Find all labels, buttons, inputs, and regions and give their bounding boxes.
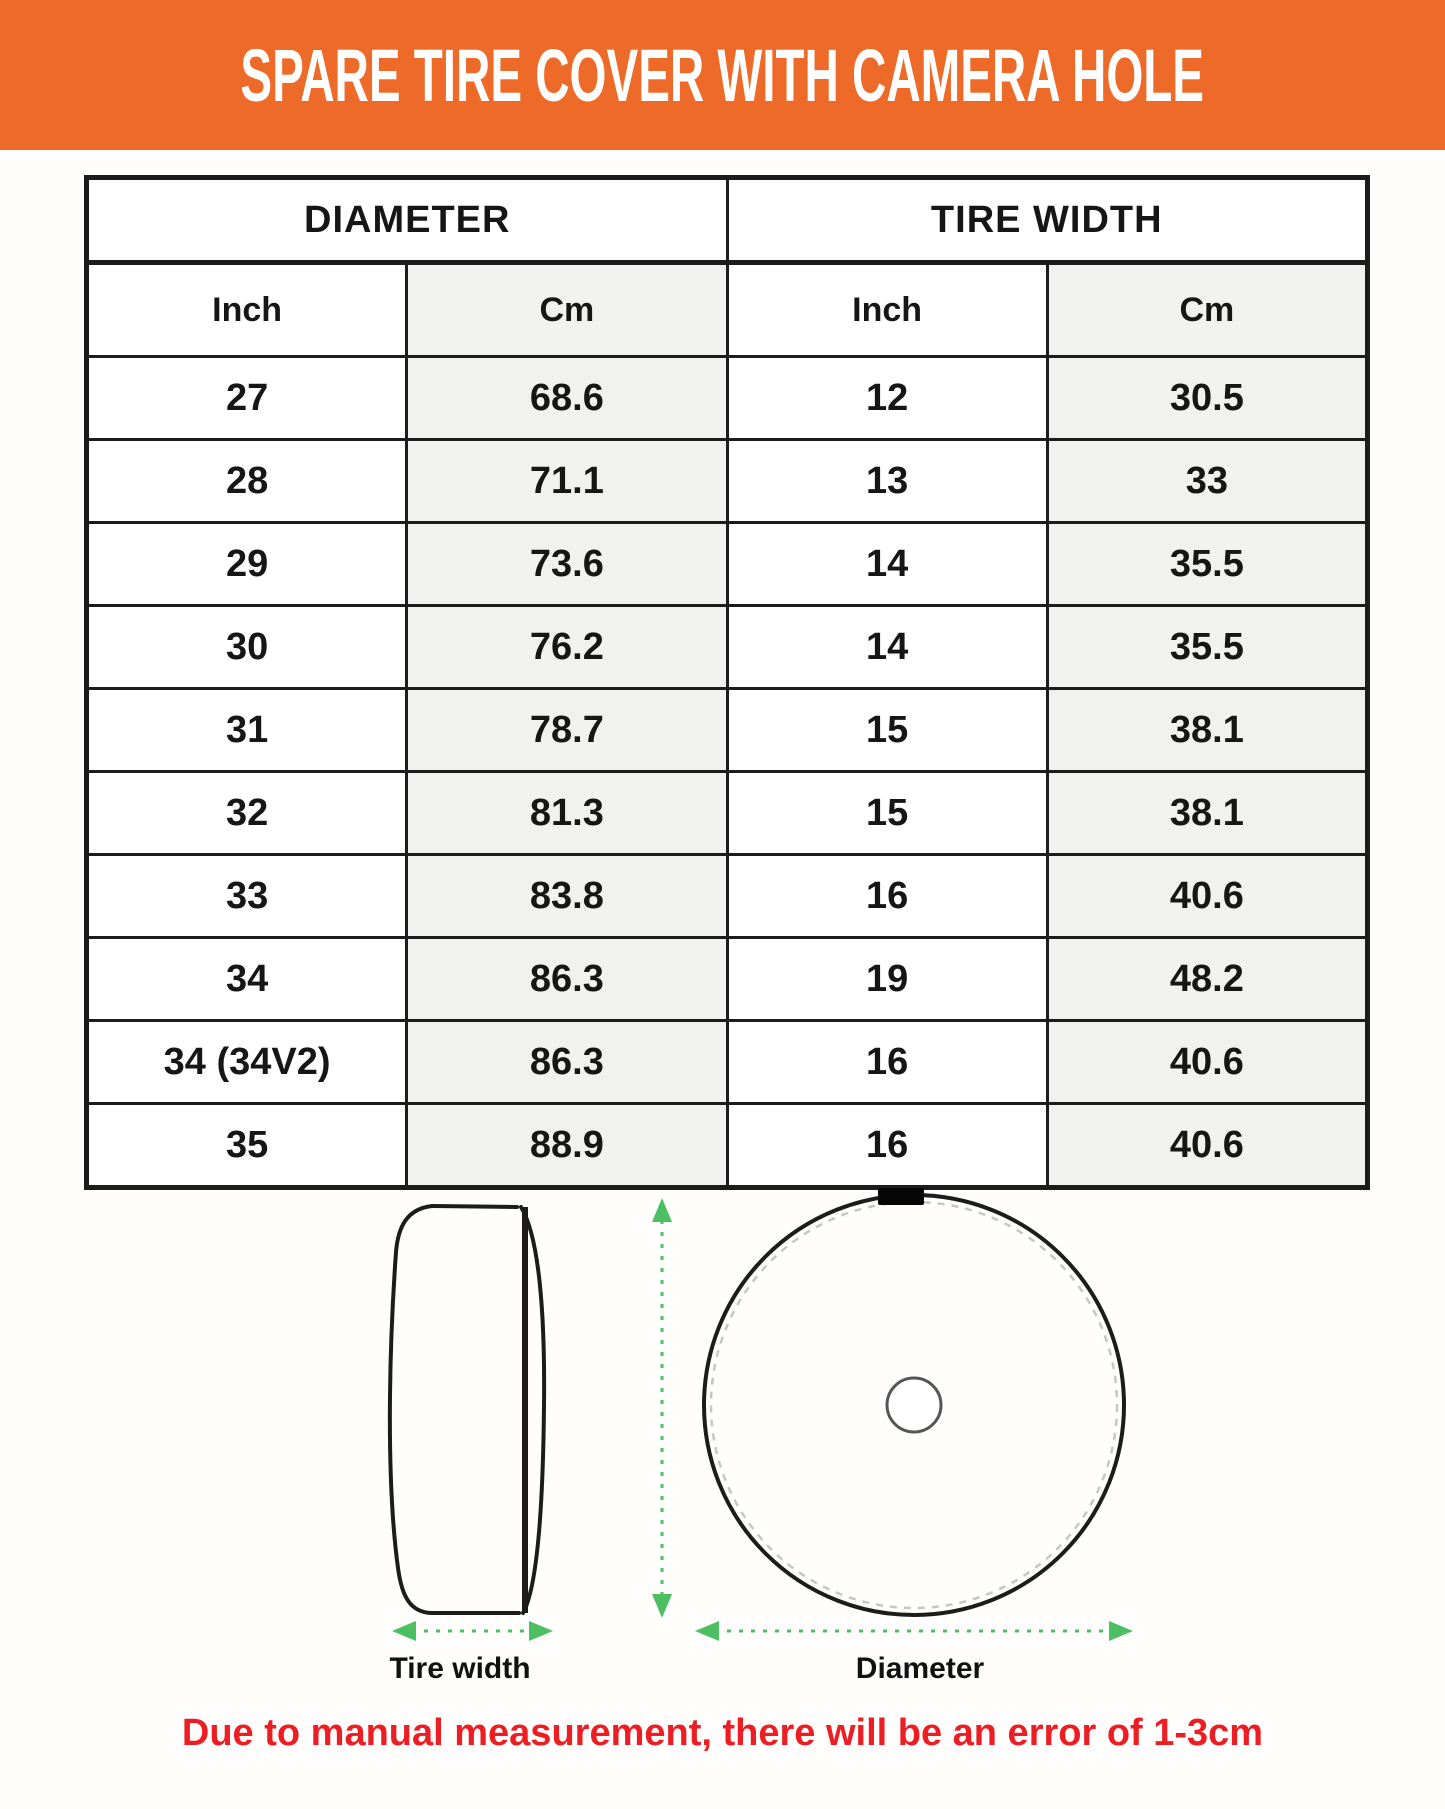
table-group-header-row bbox=[87, 178, 1368, 263]
group-header-diameter: DIAMETER bbox=[87, 178, 728, 263]
tire-width-arrow bbox=[392, 1621, 553, 1641]
column-header-width-cm: Cm bbox=[1047, 263, 1367, 357]
table-cell: 15 bbox=[727, 689, 1047, 772]
tire-diagram-svg bbox=[0, 1180, 1445, 1700]
table-cell: 40.6 bbox=[1047, 1021, 1367, 1104]
table-cell: 27 bbox=[87, 357, 407, 440]
table-cell: 86.3 bbox=[407, 938, 727, 1021]
measurement-note: Due to manual measurement, there will be an error of 1-3cm bbox=[181, 1712, 1264, 1754]
table-row bbox=[87, 523, 1368, 606]
table-cell: 40.6 bbox=[1047, 1104, 1367, 1188]
table-cell: 78.7 bbox=[407, 689, 727, 772]
table-cell: 13 bbox=[727, 440, 1047, 523]
table-cell: 14 bbox=[727, 523, 1047, 606]
column-header-diameter-cm: Cm bbox=[407, 263, 727, 357]
diameter-label: Diameter bbox=[855, 1652, 985, 1685]
table-row bbox=[87, 1104, 1368, 1188]
table-cell: 38.1 bbox=[1047, 772, 1367, 855]
table-row bbox=[87, 440, 1368, 523]
banner bbox=[0, 0, 1445, 150]
table-cell: 29 bbox=[87, 523, 407, 606]
table-body bbox=[87, 357, 1368, 1188]
notch-mark bbox=[878, 1188, 924, 1205]
table-cell: 33 bbox=[87, 855, 407, 938]
table-cell: 35.5 bbox=[1047, 523, 1367, 606]
table-cell: 15 bbox=[727, 772, 1047, 855]
table-cell: 34 (34V2) bbox=[87, 1021, 407, 1104]
table-cell: 16 bbox=[727, 1104, 1047, 1188]
table-cell: 73.6 bbox=[407, 523, 727, 606]
table-column-header-row bbox=[87, 263, 1368, 357]
table-cell: 34 bbox=[87, 938, 407, 1021]
tire-width-label: Tire width bbox=[389, 1652, 531, 1685]
table-cell: 38.1 bbox=[1047, 689, 1367, 772]
table-cell: 76.2 bbox=[407, 606, 727, 689]
table-cell: 28 bbox=[87, 440, 407, 523]
table-cell: 32 bbox=[87, 772, 407, 855]
table-row bbox=[87, 938, 1368, 1021]
table-row bbox=[87, 1021, 1368, 1104]
table-cell: 48.2 bbox=[1047, 938, 1367, 1021]
table-cell: 30.5 bbox=[1047, 357, 1367, 440]
table-cell: 19 bbox=[727, 938, 1047, 1021]
table-cell: 16 bbox=[727, 855, 1047, 938]
page-title: SPARE TIRE COVER WITH CAMERA HOLE bbox=[240, 33, 1205, 117]
table-cell: 16 bbox=[727, 1021, 1047, 1104]
table-row bbox=[87, 606, 1368, 689]
column-header-width-inch: Inch bbox=[727, 263, 1047, 357]
table-cell: 35 bbox=[87, 1104, 407, 1188]
table-cell: 31 bbox=[87, 689, 407, 772]
table-cell: 14 bbox=[727, 606, 1047, 689]
diameter-arrow-horizontal bbox=[695, 1621, 1133, 1641]
table-cell: 35.5 bbox=[1047, 606, 1367, 689]
table-row bbox=[87, 357, 1368, 440]
camera-hole-circle bbox=[887, 1378, 941, 1432]
table-row bbox=[87, 855, 1368, 938]
size-table bbox=[84, 175, 1370, 1190]
group-header-tire-width: TIRE WIDTH bbox=[727, 178, 1368, 263]
table-cell: 83.8 bbox=[407, 855, 727, 938]
table-cell: 12 bbox=[727, 357, 1047, 440]
tire-front-circle bbox=[704, 1188, 1124, 1615]
table-row bbox=[87, 772, 1368, 855]
table-cell: 86.3 bbox=[407, 1021, 727, 1104]
table-row bbox=[87, 689, 1368, 772]
diameter-arrow-vertical bbox=[652, 1198, 672, 1618]
table-cell: 71.1 bbox=[407, 440, 727, 523]
table-cell: 88.9 bbox=[407, 1104, 727, 1188]
table-cell: 33 bbox=[1047, 440, 1367, 523]
tire-side-view bbox=[390, 1206, 544, 1613]
column-header-diameter-inch: Inch bbox=[87, 263, 407, 357]
table-cell: 68.6 bbox=[407, 357, 727, 440]
table-cell: 81.3 bbox=[407, 772, 727, 855]
table-cell: 40.6 bbox=[1047, 855, 1367, 938]
tire-diagram bbox=[0, 1180, 1445, 1700]
table-cell: 30 bbox=[87, 606, 407, 689]
